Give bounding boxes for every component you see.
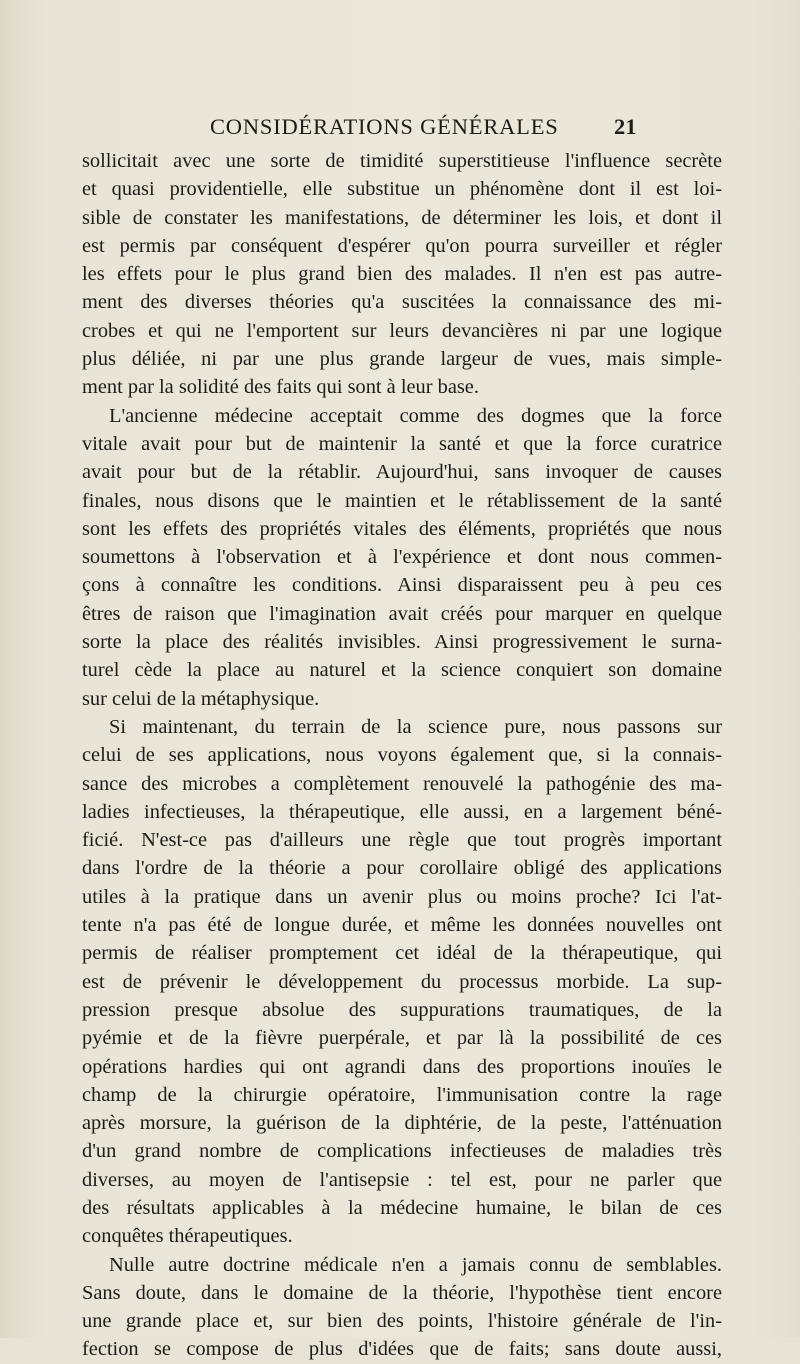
text-line: çons à connaître les conditions. Ainsi disparaissent peu à peu ces — [82, 574, 722, 597]
text-line: soumettons à l'observation et à l'expérience et dont nous commen- — [82, 546, 722, 569]
text-line: L'ancienne médecine acceptait comme des dogmes que la force — [109, 404, 722, 427]
text-line: dans l'ordre de la théorie a pour corollaire obligé des applications — [82, 857, 722, 880]
page-title: CONSIDÉRATIONS GÉNÉRALES — [210, 114, 559, 139]
text-line: tente n'a pas été de longue durée, et même les données nouvelles ont — [82, 914, 722, 937]
text-line: sont les effets des propriétés vitales des éléments, propriétés que nous — [82, 517, 722, 540]
running-head — [0, 78, 800, 139]
text-line: ladies infectieuses, la thérapeutique, elle aussi, en a largement béné- — [82, 800, 722, 823]
text-line: ficié. N'est-ce pas d'ailleurs une règle que tout progrès important — [82, 829, 722, 852]
text-line: est permis par conséquent d'espérer qu'on pourra surveiller et régler — [82, 234, 722, 257]
text-line: êtres de raison que l'imagination avait créés pour marquer en quelque — [82, 602, 722, 625]
text-line: Si maintenant, du terrain de la science pure, nous passons sur — [109, 715, 722, 738]
text-line: après morsure, la guérison de la diphtérie, de la peste, l'atténuation — [82, 1112, 722, 1135]
text-line: utiles à la pratique dans un avenir plus ou moins proche? Ici l'at- — [82, 885, 722, 908]
text-line: conquêtes thérapeutiques. — [82, 1225, 293, 1248]
text-line: ment des diverses théories qu'a suscitées la connaissance des mi- — [82, 291, 722, 314]
text-line: pression presque absolue des suppurations traumatiques, de la — [82, 998, 722, 1021]
text-line: opérations hardies qui ont agrandi dans des proportions inouïes le — [82, 1055, 722, 1078]
text-line: sur celui de la métaphysique. — [82, 687, 320, 710]
text-line: et quasi providentielle, elle substitue un phénomène dont il est loi- — [82, 178, 722, 201]
text-line: une grande place et, sur bien des points, l'histoire générale de l'in- — [82, 1310, 722, 1333]
text-line: avait pour but de la rétablir. Aujourd'hui, sans invoquer de causes — [82, 461, 722, 484]
text-line: vitale avait pour but de maintenir la santé et que la force curatrice — [82, 432, 722, 455]
text-line: champ de la chirurgie opératoire, l'immunisation contre la rage — [82, 1083, 722, 1106]
text-line: Sans doute, dans le domaine de la théorie, l'hypothèse tient encore — [82, 1281, 722, 1304]
text-line: permis de réaliser promptement cet idéal de la thérapeutique, qui — [82, 942, 722, 965]
text-line: pyémie et de la fièvre puerpérale, et par là la possibilité de ces — [82, 1027, 722, 1050]
text-line: est de prévenir le développement du processus morbide. La sup- — [82, 970, 722, 993]
text-line: celui de ses applications, nous voyons également que, si la connais- — [82, 744, 722, 767]
text-line: sorte la place des réalités invisibles. Ainsi progressivement le surna- — [82, 631, 722, 654]
text-line: finales, nous disons que le maintien et le rétablissement de la santé — [82, 489, 722, 512]
text-line: fection se compose de plus d'idées que de faits; sans doute aussi, — [82, 1338, 722, 1361]
page-number: 21 — [614, 114, 637, 139]
text-line: ment par la solidité des faits qui sont à leur base. — [82, 376, 479, 399]
text-line: turel cède la place au naturel et la science conquiert son domaine — [82, 659, 722, 682]
text-line: d'un grand nombre de complications infectieuses de maladies très — [82, 1140, 722, 1163]
body-text — [82, 147, 722, 1364]
text-line: sollicitait avec une sorte de timidité superstitieuse l'influence secrète — [82, 150, 722, 172]
text-line: Nulle autre doctrine médicale n'en a jamais connu de semblables. — [109, 1253, 722, 1276]
text-line: crobes et qui ne l'emportent sur leurs devancières ni par une logique — [82, 319, 722, 342]
text-line: des résultats applicables à la médecine humaine, le bilan de ces — [82, 1196, 722, 1219]
text-line: diverses, au moyen de l'antisepsie : tel est, pour ne parler que — [82, 1168, 722, 1191]
text-line: sible de constater les manifestations, de déterminer les lois, et dont il — [82, 206, 722, 229]
text-line: sance des microbes a complètement renouvelé la pathogénie des ma- — [82, 772, 722, 795]
text-line: plus déliée, ni par une plus grande largeur de vues, mais simple- — [82, 348, 722, 371]
text-line: les effets pour le plus grand bien des malades. Il n'en est pas autre- — [82, 263, 722, 286]
